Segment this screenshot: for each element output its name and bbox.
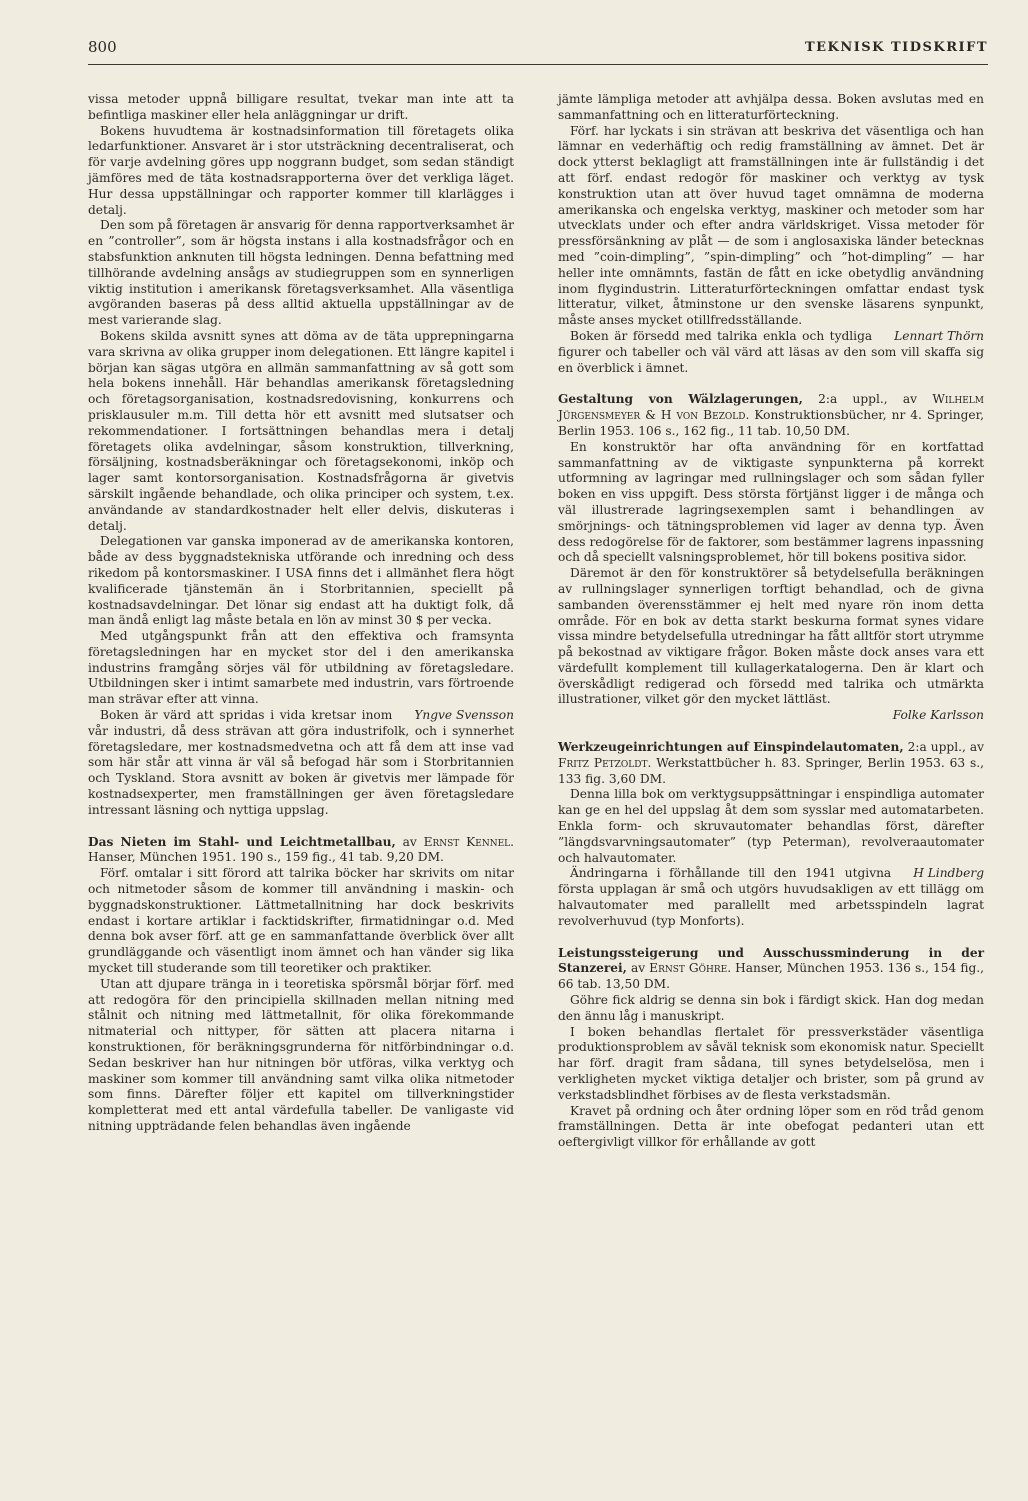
review-heading: Das Nieten im Stahl- und Leichtmetallbau, av Ernst Kennel. Hanser, München 1951. 190 s., 159 fig., 41 tab. 9,20 DM.	[88, 834, 514, 865]
paragraph: Denna lilla bok om verktygsuppsättningar i enspindliga automater kan ge en hel del uppslag åt dem som sysslar med automatarbeten. Enkla form- och skruvautomater behandlas först, därefter ”längdsvarvningsautomater” (typ Peterman), revolveraautomater och halvautomater.	[558, 787, 984, 865]
paragraph: Bokens huvudtema är kostnadsinformation till företagets olika ledarfunktioner. Ansvaret är i stor utsträckning decentraliserat, och för varje avdelning göres upp noggrann budget, som sedan ständigt jämföres med de täta kostnadsrapporterna över det verkliga läget. Hur dessa uppställningar och rapporter kommer till klarlägges i detalj.	[88, 123, 514, 217]
review-das-nieten-cont	[558, 92, 984, 376]
paragraph: jämte lämpliga metoder att avhjälpa dessa. Boken avslutas med en sammanfattning och en litteraturförteckning.	[558, 92, 984, 122]
book-author: Fritz Petzoldt	[558, 755, 648, 770]
reviewer-signature: H Lindberg	[913, 866, 984, 881]
paragraph: vissa metoder uppnå billigare resultat, tvekar man inte att ta befintliga maskiner eller hela anläggningar ur drift.	[88, 92, 514, 122]
paragraph: Kravet på ordning och åter ordning löper som en röd tråd genom framställningen. Detta är inte obefogat pedanteri utan ett oeftergivligt villkor för erhållande av gott	[558, 1103, 984, 1150]
book-author: Ernst Göhre	[649, 961, 728, 976]
review-leistungssteigerung	[558, 946, 984, 1151]
book-title: Gestaltung von Wälzlagerungen,	[558, 392, 803, 407]
book-author: Ernst Kennel	[423, 834, 511, 849]
paragraph: Däremot är den för konstruktörer så betydelsefulla beräkningen av rullningslager synnerligen torftigt behandlad, och de givna sambanden överensstämmer ej helt med nyare rön inom detta område. För en bok av detta starkt beskurna format synes vidare vissa mindre betydelsefulla utredningar ha fått alltför stort utrymme på bekostnad av viktigare frågor. Boken måste dock anses vara ett värdefullt komplement till kullagerkatalogerna. Den är klart och överskådligt redigerad och försedd med talrika och utmärkta illustrationer, vilket gör den mycket lättläst.	[558, 566, 984, 707]
review-heading: Leistungssteigerung und Ausschussminderung in der Stanzerei, av Ernst Göhre. Hanser, München 1953. 136 s., 154 fig., 66 tab. 13,50 DM.	[558, 945, 985, 992]
reviewer-signature: Folke Karlsson	[892, 708, 984, 723]
journal-title: TEKNISK TIDSKRIFT	[804, 40, 988, 55]
book-biblio: . Hanser, München 1951. 190 s., 159 fig., 41 tab. 9,20 DM.	[88, 834, 514, 865]
book-biblio: . Konstruktionsbücher, nr 4. Springer, Berlin 1953. 106 s., 162 fig., 11 tab. 10,50 DM.	[558, 408, 984, 438]
paragraph: H Lindberg Ändringarna i förhållande till den 1941 utgivna första upplagan är små och utgörs huvudsakligen av ett tillägg om halvautomater med parallellt med arbetsspindeln lagrat revolverhuvud (typ Monforts).	[558, 866, 984, 928]
book-title: Das Nieten im Stahl- und Leichtmetallbau,	[88, 834, 396, 849]
paragraph: En konstruktör har ofta användning för en kortfattad sammanfattning av de viktigaste synpunkterna på korrekt utformning av lagringar med rullningslager och som sådan fyller boken en viss uppgift. Dess största förtjänst ligger i de många och väl illustrerade lagringsexemplen samt i behandlingen av smörjnings- och tätningsproblemen vid lager av denna typ. Även dess redogörelse för de faktorer, som bestämmer lagrens inpassning och då speciellt valsningsproblemet, hör till bokens positiva sidor.	[558, 439, 984, 565]
page-number: 800	[88, 38, 117, 56]
paragraph: Göhre fick aldrig se denna sin bok i färdigt skick. Han dog medan den ännu låg i manuskript.	[558, 993, 984, 1023]
right-column	[558, 92, 984, 1151]
paragraph: Yngve Svensson Boken är värd att spridas i vida kretsar inom vår industri, då dess strävan att göra industrifolk, och i synnerhet företagsledare, mer kostnadsmedvetna och att få dem att inse vad som här står att vinna är väl så befogad här som i Storbritannien och Tyskland. Stora avsnitt av boken är givetvis mer lämpade för kostnadsexperter, men framställningen ger även företagsledare intressant läsning och nyttiga uppslag.	[88, 708, 514, 817]
paragraph: Den som på företagen är ansvarig för denna rapportverksamhet är en ”controller”, som är högsta instans i alla kostnadsfrågor och en stabsfunktion anknuten till högsta ledningen. Denna befattning med tillhörande avdelning ansågs av studiegruppen som en synnerligen viktig institution i amerikansk företagsverksamhet. Alla väsentliga avgöranden baseras på dess alltid aktuella uppställningar av de mest varierande slag.	[88, 218, 514, 328]
left-column	[88, 92, 514, 1135]
reviewer-signature: Yngve Svensson	[414, 708, 514, 723]
review-management-book	[88, 92, 514, 819]
paragraph: Lennart Thörn Boken är försedd med talrika enkla och tydliga figurer och tabeller och väl värd att läsas av den som vill skaffa sig en överblick i ämnet.	[558, 328, 984, 375]
running-header	[88, 38, 988, 65]
review-heading: Werkzeugeinrichtungen auf Einspindelautomaten, 2:a uppl., av Fritz Petzoldt. Werkstattbücher h. 83. Springer, Berlin 1953. 63 s., 133 fig. 3,60 DM.	[558, 740, 985, 786]
paragraph: Förf. omtalar i sitt förord att talrika böcker har skrivits om nitar och nitmetoder såsom de kommer till användning i maskin- och byggnadskonstruktioner. Lättmetallnitning har dock beskrivits endast i kortare artiklar i facktidskrifter, firmatidningar o.d. Med denna bok avser förf. att ge en sammanfattande överblick över allt grundläggande och väsentligt inom ämnet och han vänder sig lika mycket till studerande som till teoretiker och praktiker.	[88, 866, 514, 976]
review-heading: Gestaltung von Wälzlagerungen, 2:a uppl., av Wilhelm Jürgensmeyer & H von Bezold. Konstruktionsbücher, nr 4. Springer, Berlin 1953. 106 s., 162 fig., 11 tab. 10,50 DM.	[558, 392, 984, 438]
paragraph: Utan att djupare tränga in i teoretiska spörsmål börjar förf. med att redogöra för den principiella skillnaden mellan nitning med stålnit och nitning med lättmetallnit, för olika förekommande nitmaterial och nittyper, för sätten att placera nitarna i konstruktionen, för beräkningsgrunderna för nitförbindningar o.d. Sedan beskriver han hur nitningen bör utföras, vilka verktyg och maskiner som kommer till användning samt vilka olika nitmetoder som finns. Därefter följer ett kapitel om tillverkningstider kompletterat med ett antal värdefulla tabeller. De vanligaste vid nitning uppträdande felen behandlas även ingående	[88, 976, 514, 1133]
review-werkzeugeinrichtungen	[558, 740, 984, 930]
book-biblio: . Hanser, München 1953. 136 s., 154 fig., 66 tab. 13,50 DM.	[558, 961, 985, 992]
book-author: Wilhelm Jürgensmeyer & H von Bezold	[558, 392, 984, 423]
book-biblio: . Werkstattbücher h. 83. Springer, Berlin 1953. 63 s., 133 fig. 3,60 DM.	[558, 755, 984, 786]
book-title: Werkzeugeinrichtungen auf Einspindelautomaten,	[558, 740, 904, 755]
paragraph: I boken behandlas flertalet för pressverkstäder väsentliga produktionsproblem av såväl teknisk som ekonomisk natur. Speciellt har förf. dragit fram sådana, till synes betydelselösa, men i verkligheten mycket viktiga detaljer och brister, som på grund av verkstadsblindhet förbises av de flesta verkstadsmän.	[558, 1024, 984, 1102]
paragraph: Med utgångspunkt från att den effektiva och framsynta företagsledningen har en mycket stor del i den amerikanska industrins framgång sörjes väl för utbildning av företagsledare. Utbildningen sker i intimt samarbete med industrin, vars förtroende man strävar efter att vinna.	[88, 629, 514, 707]
review-waelzlagerungen	[558, 392, 984, 724]
paragraph: Bokens skilda avsnitt synes att döma av de täta upprepningarna vara skrivna av olika grupper inom delegationen. Ett längre kapitel i början kan sägas utgöra en allmän sammanfattning av så gott som hela bokens innehåll. Här behandlas amerikansk företagsledning och företagsorganisation, kostnadsredovisning, konkurrens och prisklausuler m.m. Till detta hör ett avsnitt med slutsatser och rekommendationer. I fortsättningen behandlas mera i detalj företagets olika avdelningar, såsom konstruktion, tillverkning, försäljning, kostnadsberäkningar och företagsekonomi, inköp och lager samt kontorsorganisation. Kostnadsfrågorna är givetvis särskilt ingående behandlade, och olika principer och system, t.ex. användande av standardkostnader helt eller delvis, diskuteras i detalj.	[88, 328, 514, 533]
review-das-nieten	[88, 835, 514, 1135]
paragraph: Delegationen var ganska imponerad av de amerikanska kontoren, både av dess byggnadstekniska utförande och inredning och dess rikedom på kontorsmaskiner. I USA finns det i allmänhet flera högt kvalificerade tjänstemän än i Storbritannien, speciellt på kostnadsavdelningar. Det lönar sig endast att ha duktigt folk, då man ändå enligt lag måste betala en lön av minst 30 $ per vecka.	[88, 534, 514, 628]
paragraph: Förf. har lyckats i sin strävan att beskriva det väsentliga och han lämnar en vederhäftig och redig framställning av ämnet. Det är dock ytterst beklagligt att framställningen inte är fullständig i det att förf. endast redogör för maskiner och verktyg av tysk konstruktion utan att över huvud taget omnämna de moderna amerikanska och engelska verktyg, maskiner och metoder som har utvecklats under och efter andra världskriget. Vissa metoder för pressförsänkning av plåt — de som i anglosaxiska länder betecknas med ”coin-dimpling”, ”spin-dimpling” och ”hot-dimpling” — har heller inte omnämnts, fastän de fått en icke obetydlig användning inom flygindustrin. Litteraturförteckningen omfattar endast tysk litteratur, vilket, åtminstone ur den svenske läsarens synpunkt, måste anses mycket otillfredsställande.	[558, 123, 984, 328]
reviewer-signature: Lennart Thörn	[894, 328, 984, 343]
book-title: Leistungssteigerung und Ausschussminderung in der Stanzerei,	[558, 945, 984, 976]
